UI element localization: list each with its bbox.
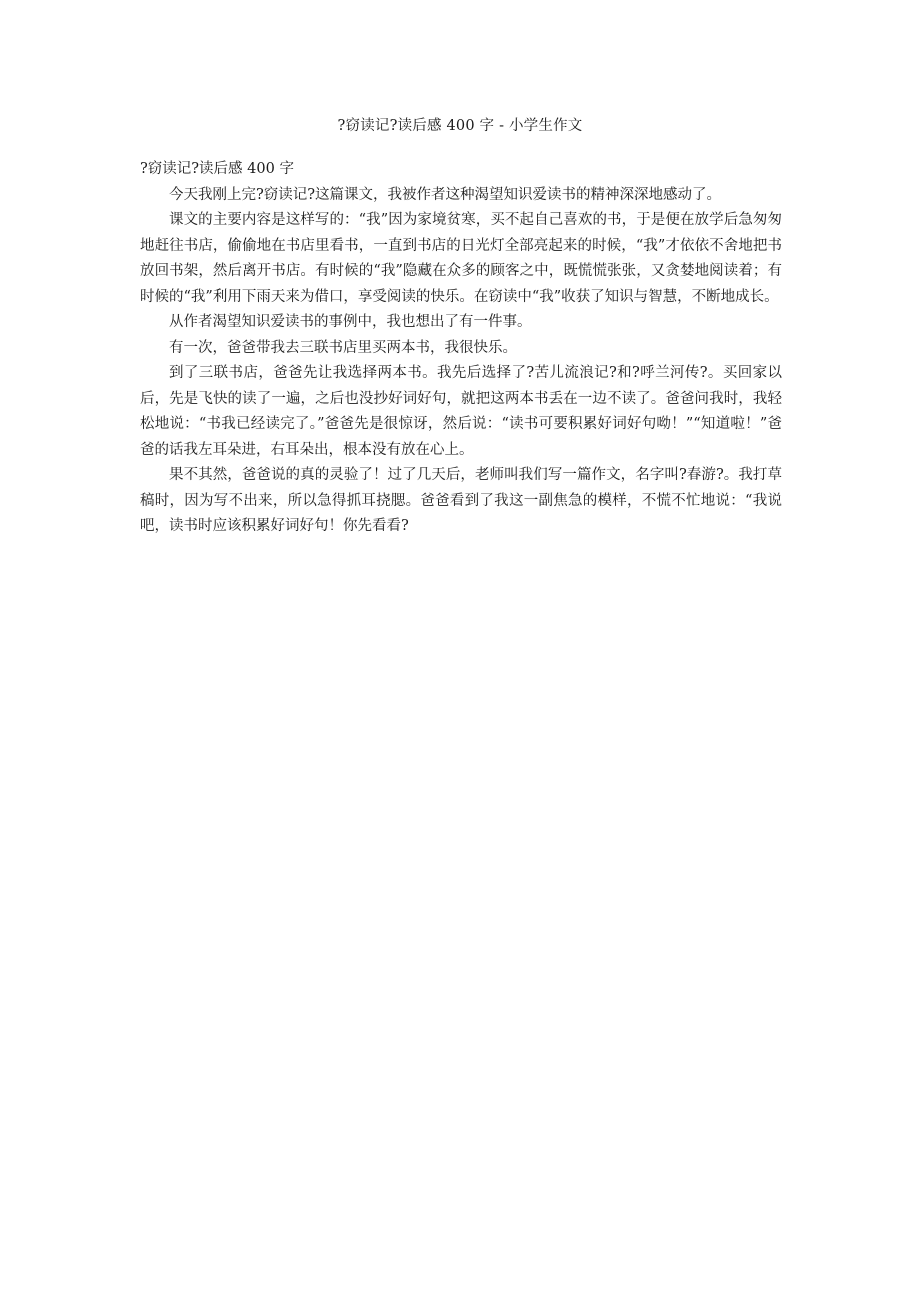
paragraph: 到了三联书店，爸爸先让我选择两本书。我先后选择了?苦儿流浪记?和?呼兰河传?。买回家以后，先是飞快的读了一遍，之后也没抄好词好句，就把这两本书丢在一边不读了。爸爸问我时，我轻松地说：“书我已经读完了。”爸爸先是很惊讶，然后说：“读书可要积累好词好句呦！”“知道啦！”爸爸的话我左耳朵进，右耳朵出，根本没有放在心上。: [140, 365, 782, 458]
document-subtitle: ?窃读记?读后感 400 字: [140, 161, 294, 177]
document-title: ?窃读记?读后感 400 字 - 小学生作文: [337, 118, 583, 134]
paragraph: 果不其然，爸爸说的真的灵验了！过了几天后，老师叫我们写一篇作文，名字叫?春游?。我打草稿时，因为写不出来，所以急得抓耳挠腮。爸爸看到了我这一副焦急的模样，不慌不忙地说：“我说吧，读书时应该积累好词好句！你先看看?: [140, 467, 782, 534]
paragraph: 今天我刚上完?窃读记?这篇课文，我被作者这种渴望知识爱读书的精神深深地感动了。: [169, 186, 722, 203]
paragraph: 有一次，爸爸带我去三联书店里买两本书，我很快乐。: [169, 339, 517, 356]
paragraph: 课文的主要内容是这样写的：“我”因为家境贫寒，买不起自己喜欢的书，于是便在放学后急匆匆地赶往书店，偷偷地在书店里看书，一直到书店的日光灯全部亮起来的时候，“我”才依依不舍地把书放回书架，然后离开书店。有时候的“我”隐藏在众多的顾客之中，既慌慌张张，又贪婪地阅读着；有时候的“我”利用下雨天来为借口，享受阅读的快乐。在窃读中“我”收获了知识与智慧，不断地成长。: [140, 212, 782, 305]
document-body: [140, 157, 782, 540]
paragraph: 从作者渴望知识爱读书的事例中，我也想出了有一件事。: [169, 314, 532, 330]
